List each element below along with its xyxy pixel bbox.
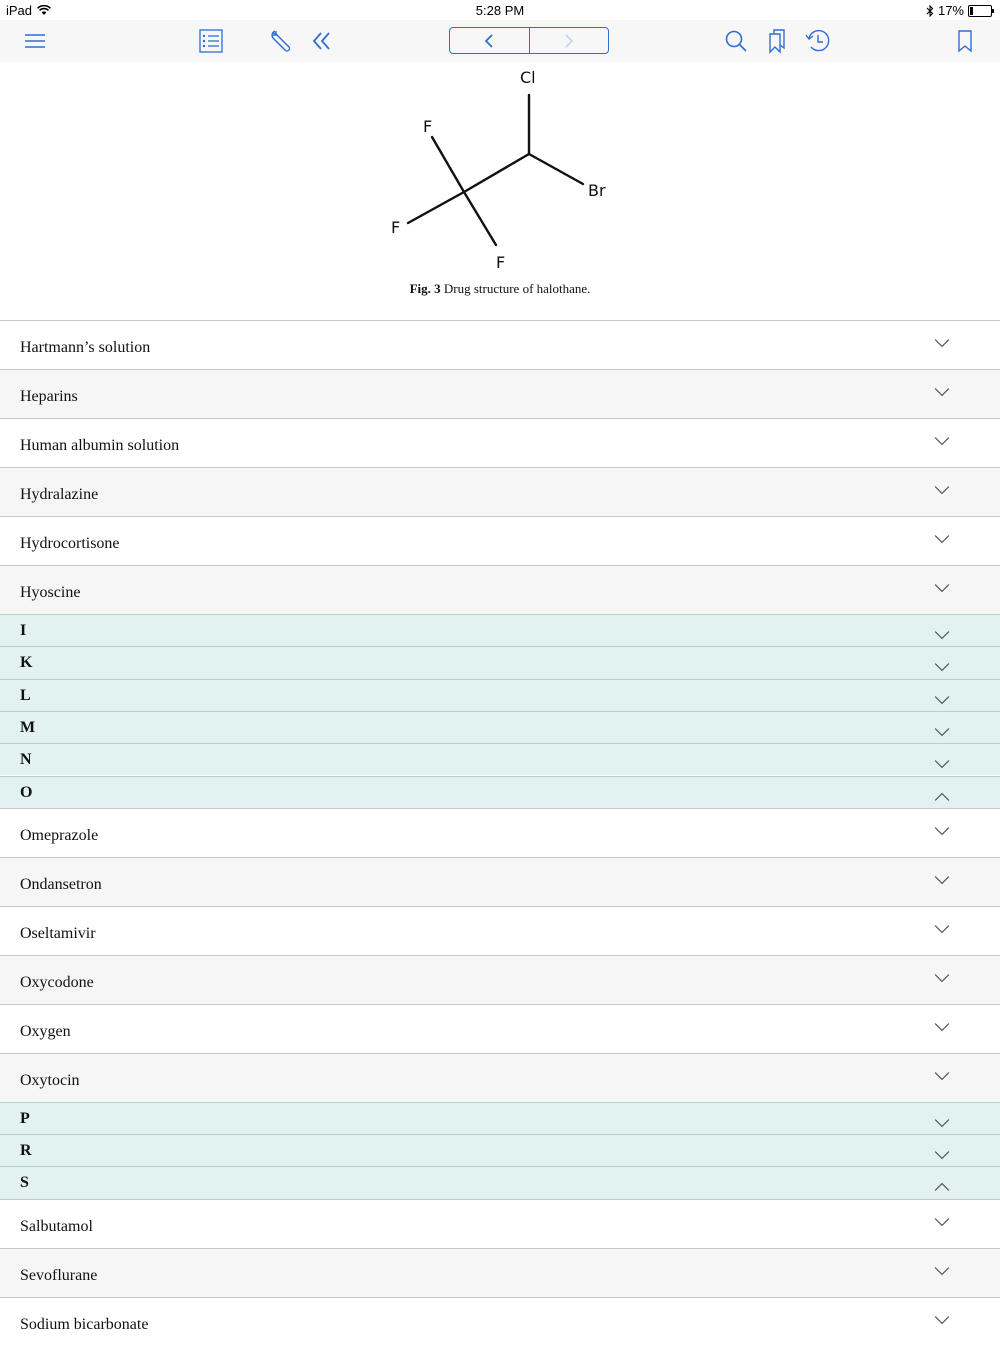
list-item-label: Oxygen xyxy=(20,1022,71,1040)
chevron-down-icon[interactable] xyxy=(932,629,952,641)
list-item-human-albumin-solution[interactable] xyxy=(0,418,1000,467)
list-item-label: Hydrocortisone xyxy=(20,535,120,552)
figure xyxy=(0,62,1000,320)
chevron-down-icon[interactable] xyxy=(932,484,952,496)
bond-c2-f-left xyxy=(408,192,464,223)
list-item-label: Ondansetron xyxy=(20,875,102,893)
bond-c2-f-bottom xyxy=(464,192,496,245)
chevron-down-icon[interactable] xyxy=(932,972,952,984)
chevron-down-icon[interactable] xyxy=(932,923,952,935)
chevron-down-icon[interactable] xyxy=(932,661,952,673)
list-item-sevoflurane[interactable] xyxy=(0,1248,1000,1297)
clock: 5:28 PM xyxy=(475,3,525,18)
caption-text: Drug structure of halothane. xyxy=(443,281,591,296)
atom-br: Br xyxy=(588,181,606,200)
list-item-sodium-bicarbonate[interactable] xyxy=(0,1297,1000,1346)
bookmarks-icon[interactable] xyxy=(764,28,790,54)
chevron-down-icon[interactable] xyxy=(932,1149,952,1161)
wrench-icon[interactable] xyxy=(269,28,295,54)
section-header-i[interactable] xyxy=(0,614,1000,646)
double-chevron-left-icon[interactable] xyxy=(309,28,335,54)
list-item-heparins[interactable] xyxy=(0,369,1000,418)
list-item-oxytocin[interactable] xyxy=(0,1053,1000,1102)
section-header-k[interactable] xyxy=(0,646,1000,678)
list-item-label: Sodium bicarbonate xyxy=(20,1315,149,1333)
list-item-hydralazine[interactable] xyxy=(0,467,1000,516)
chevron-up-icon[interactable] xyxy=(932,1181,952,1193)
bluetooth-icon xyxy=(926,5,934,17)
section-letter: L xyxy=(20,686,31,704)
chevron-down-icon[interactable] xyxy=(932,533,952,545)
list-item-label: Hyoscine xyxy=(20,584,81,601)
section-letter: P xyxy=(20,1109,30,1127)
battery-icon xyxy=(968,5,992,17)
battery-level xyxy=(970,7,973,15)
bond-c2-f-top xyxy=(432,137,464,192)
atom-f-left: F xyxy=(391,218,401,237)
page-navigation xyxy=(449,27,609,54)
chevron-down-icon[interactable] xyxy=(932,1021,952,1033)
section-header-r[interactable] xyxy=(0,1134,1000,1166)
chevron-down-icon[interactable] xyxy=(932,435,952,447)
atom-cl: Cl xyxy=(520,68,536,87)
chevron-down-icon[interactable] xyxy=(932,1070,952,1082)
section-header-m[interactable] xyxy=(0,711,1000,743)
chevron-right-icon xyxy=(562,33,576,49)
chevron-down-icon[interactable] xyxy=(932,1265,952,1277)
chevron-down-icon[interactable] xyxy=(932,1117,952,1129)
list-item-label: Oxytocin xyxy=(20,1071,80,1089)
list-item-label: Omeprazole xyxy=(20,826,99,844)
chevron-down-icon[interactable] xyxy=(932,1216,952,1228)
figure-caption xyxy=(0,281,1000,297)
previous-button[interactable] xyxy=(450,28,529,53)
section-letter: O xyxy=(20,783,33,801)
status-bar xyxy=(0,0,1000,20)
history-icon[interactable] xyxy=(804,28,830,54)
chevron-left-icon xyxy=(482,33,496,49)
list-item-hartmann-s-solution[interactable] xyxy=(0,320,1000,369)
list-item-label: Oseltamivir xyxy=(20,924,96,942)
section-header-n[interactable] xyxy=(0,743,1000,775)
list-item-label: Human albumin solution xyxy=(20,437,180,454)
list-item-hyoscine[interactable] xyxy=(0,565,1000,614)
chevron-down-icon[interactable] xyxy=(932,825,952,837)
chevron-down-icon[interactable] xyxy=(932,337,952,349)
halothane-structure-diagram xyxy=(380,62,630,277)
chevron-down-icon[interactable] xyxy=(932,1314,952,1326)
caption-number: Fig. 3 xyxy=(409,281,441,296)
atom-f-top: F xyxy=(423,117,433,136)
toolbar xyxy=(0,20,1000,63)
list-item-ondansetron[interactable] xyxy=(0,857,1000,906)
list-item-hydrocortisone[interactable] xyxy=(0,516,1000,565)
section-letter: R xyxy=(20,1142,32,1160)
section-letter: K xyxy=(20,654,33,672)
bond-c1-br xyxy=(529,154,583,184)
section-letter: S xyxy=(20,1174,29,1192)
section-letter: I xyxy=(20,622,27,639)
menu-icon[interactable] xyxy=(22,28,48,54)
list-item-oseltamivir[interactable] xyxy=(0,906,1000,955)
next-button[interactable] xyxy=(529,28,609,53)
list-item-label: Heparins xyxy=(20,388,78,405)
chevron-down-icon[interactable] xyxy=(932,874,952,886)
chevron-up-icon[interactable] xyxy=(932,791,952,803)
device-name: iPad xyxy=(6,3,33,18)
list-item-label: Hydralazine xyxy=(20,486,99,503)
atom-f-bottom: F xyxy=(496,253,506,272)
list-item-label: Oxycodone xyxy=(20,973,94,991)
section-header-o[interactable] xyxy=(0,776,1000,808)
section-header-l[interactable] xyxy=(0,679,1000,711)
chevron-down-icon[interactable] xyxy=(932,758,952,770)
list-icon[interactable] xyxy=(198,28,224,54)
section-letter: N xyxy=(20,751,32,769)
chevron-down-icon[interactable] xyxy=(932,694,952,706)
bookmark-icon[interactable] xyxy=(952,28,978,54)
list-item-omeprazole[interactable] xyxy=(0,808,1000,857)
list-item-label: Hartmann’s solution xyxy=(20,339,151,356)
list-item-salbutamol[interactable] xyxy=(0,1199,1000,1248)
bond-c1-c2 xyxy=(464,154,529,192)
list-item-label: Sevoflurane xyxy=(20,1266,98,1284)
list-item-oxygen[interactable] xyxy=(0,1004,1000,1053)
chevron-down-icon[interactable] xyxy=(932,386,952,398)
chevron-down-icon[interactable] xyxy=(932,726,952,738)
section-header-p[interactable] xyxy=(0,1102,1000,1134)
list-item-oxycodone[interactable] xyxy=(0,955,1000,1004)
list-item-label: Salbutamol xyxy=(20,1217,93,1235)
section-header-s[interactable] xyxy=(0,1166,1000,1198)
chevron-down-icon[interactable] xyxy=(932,582,952,594)
section-letter: M xyxy=(20,718,36,736)
search-icon[interactable] xyxy=(723,28,749,54)
battery-percent: 17% xyxy=(937,3,964,18)
